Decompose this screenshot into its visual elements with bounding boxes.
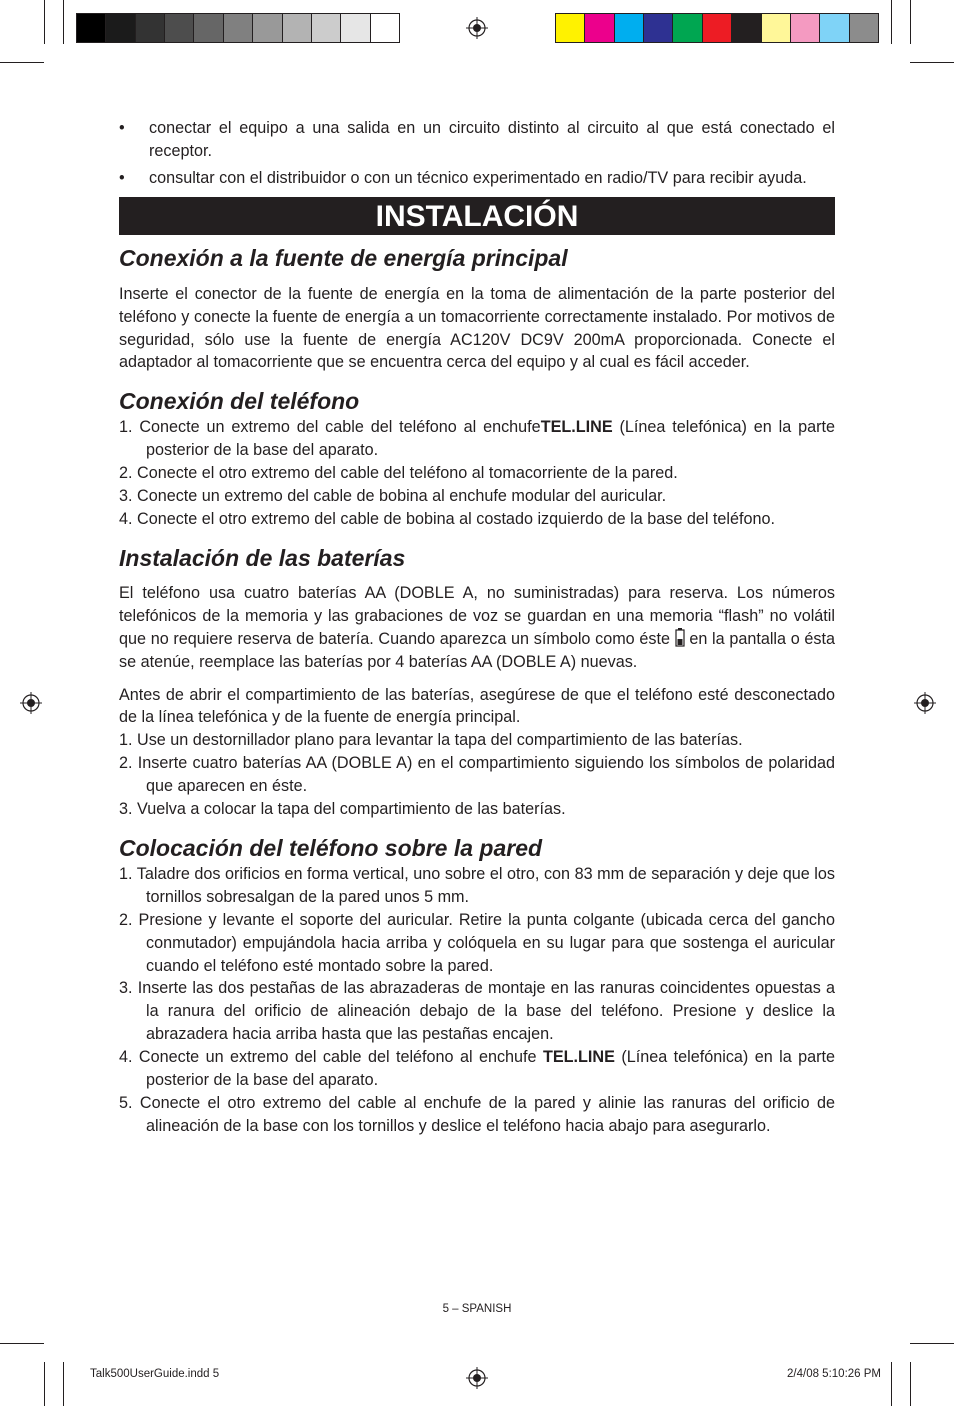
crop-mark bbox=[0, 1343, 44, 1344]
color-swatch bbox=[762, 14, 791, 42]
crop-mark bbox=[910, 62, 954, 63]
list-item bbox=[119, 416, 835, 462]
crop-mark bbox=[0, 62, 44, 63]
registration-mark-icon bbox=[466, 17, 488, 39]
registration-mark-icon bbox=[20, 692, 42, 714]
registration-mark-icon bbox=[914, 692, 936, 714]
battery-icon bbox=[675, 628, 685, 647]
list-text: (Línea telefónica) en la parte posterior de la base del aparato. bbox=[146, 1048, 835, 1090]
color-swatch bbox=[556, 14, 585, 42]
list-item: 1. Taladre dos orificios en forma vertical, uno sobre el otro, con 83 mm de separación y deje que los tornillos sobresalgan de la pared unos 5 mm. bbox=[119, 864, 835, 906]
bullet-mark: • bbox=[119, 168, 125, 187]
color-swatch bbox=[136, 14, 165, 42]
section-heading: Instalación de las baterías bbox=[119, 544, 406, 571]
list-item: 3. Vuelva a colocar la tapa del compartimiento de las baterías. bbox=[119, 800, 566, 819]
crop-mark bbox=[891, 1362, 892, 1406]
color-swatch bbox=[253, 14, 282, 42]
color-swatch bbox=[106, 14, 135, 42]
color-swatch bbox=[77, 14, 106, 42]
bullet-text: conectar el equipo a una salida en un circuito distinto al circuito al que está conectado el receptor. bbox=[149, 119, 835, 160]
color-swatch bbox=[341, 14, 370, 42]
color-swatch bbox=[732, 14, 761, 42]
page-number: 5 – SPANISH bbox=[442, 1303, 512, 1315]
color-swatch bbox=[850, 14, 878, 42]
section-heading: Conexión a la fuente de energía principal bbox=[119, 244, 568, 271]
color-swatch bbox=[644, 14, 673, 42]
color-swatch bbox=[615, 14, 644, 42]
color-swatch bbox=[283, 14, 312, 42]
paragraph: Inserte el conector de la fuente de energía en la toma de alimentación de la parte posterior del teléfono y conecte la fuente de energía a un tomacorriente correctamente instalado. Por motivos de seguridad, sólo use la fuente de energía AC120V DC9V 200mA proporcionada. Conecte el adaptador al tomacorriente que se encuentra cerca del equipo y al cual es fácil acceder. bbox=[119, 284, 835, 372]
list-item: 2. Presione y levante el soporte del auricular. Retire la punta colgante (ubicada cerca del gancho conmutador) empujándola hacia arriba y colóquela en su lugar para que sostenga el auricular cuando el teléfono esté montado sobre la pared. bbox=[119, 910, 835, 975]
section-banner: INSTALACIÓN bbox=[119, 197, 835, 235]
list-item: 5. Conecte el otro extremo del cable al enchufe de la pared y alinie las ranuras del orificio de alineación de la base con los tornillos y deslice el teléfono hacia abajo para asegurarlo. bbox=[119, 1094, 835, 1135]
paragraph-text: El teléfono usa cuatro baterías AA (DOBLE A, no suministradas) para reserva. Los números telefónicos de la memoria y las grabaciones de voz se guardan en una memoria “flash” no volátil que no requiere reserva de batería. Cuando aparezca un símbolo como éste bbox=[119, 583, 835, 648]
crop-mark bbox=[63, 0, 64, 44]
list-item: 3. Conecte un extremo del cable de bobina al enchufe modular del auricular. bbox=[119, 487, 667, 506]
color-swatch bbox=[224, 14, 253, 42]
list-text: (Línea telefónica) en la parte posterior de la base del aparato. bbox=[146, 418, 835, 460]
section-heading: Colocación del teléfono sobre la pared bbox=[119, 834, 543, 861]
list-text: 1. Conecte un extremo del cable del teléfono al enchufe bbox=[119, 418, 541, 437]
list-item: 3. Inserte las dos pestañas de las abrazaderas de montaje en las ranuras coincidentes opuestas a la ranura del orificio de alineación debajo de la base del teléfono. Presione y deslice la abrazadera hacia arriba hasta que las pestañas encajen. bbox=[119, 979, 835, 1044]
bullet-text: consultar con el distribuidor o con un técnico experimentado en radio/TV para recibir ayuda. bbox=[149, 168, 807, 187]
list-item bbox=[119, 1046, 835, 1092]
color-swatch bbox=[194, 14, 223, 42]
list-text: 4. Conecte un extremo del cable del teléfono al enchufe bbox=[119, 1048, 543, 1067]
grayscale-color-bar bbox=[76, 13, 400, 43]
list-item: 4. Conecte el otro extremo del cable de bobina al costado izquierdo de la base del teléfono. bbox=[119, 509, 776, 528]
crop-mark bbox=[44, 0, 45, 44]
bullet-mark: • bbox=[119, 119, 125, 137]
color-swatch bbox=[820, 14, 849, 42]
slug-filename: Talk500UserGuide.indd 5 bbox=[90, 1368, 220, 1380]
crop-mark bbox=[63, 1362, 64, 1406]
crop-mark bbox=[910, 1343, 954, 1344]
color-swatch bbox=[371, 14, 399, 42]
crop-mark bbox=[910, 1362, 911, 1406]
list-item bbox=[119, 167, 835, 190]
list-text-bold: TEL.LINE bbox=[542, 1048, 615, 1067]
paragraph-text: en la pantalla o ésta se atenúe, reemplace las baterías por 4 baterías AA (DOBLE A) nuevas. bbox=[119, 629, 835, 671]
list-item bbox=[119, 117, 835, 163]
color-swatch bbox=[703, 14, 732, 42]
color-swatch bbox=[791, 14, 820, 42]
color-swatch bbox=[165, 14, 194, 42]
list-item: 1. Use un destornillador plano para levantar la tapa del compartimiento de las baterías. bbox=[119, 731, 743, 750]
page-content bbox=[119, 117, 835, 1138]
registration-mark-icon bbox=[466, 1367, 488, 1389]
paragraph bbox=[119, 582, 835, 674]
color-swatch bbox=[312, 14, 341, 42]
paragraph: Antes de abrir el compartimiento de las baterías, asegúrese de que el teléfono esté desconectado de la línea telefónica y de la fuente de energía principal. bbox=[119, 685, 835, 727]
list-item: 2. Inserte cuatro baterías AA (DOBLE A) en el compartimiento siguiendo los símbolos de polaridad que aparecen en éste. bbox=[119, 754, 835, 796]
crop-mark bbox=[910, 0, 911, 44]
process-color-bar bbox=[555, 13, 879, 43]
section-heading: Conexión del teléfono bbox=[119, 388, 360, 415]
crop-mark bbox=[891, 0, 892, 44]
list-text-bold: TEL.LINE bbox=[540, 418, 613, 437]
slug-timestamp: 2/4/08 5:10:26 PM bbox=[787, 1368, 881, 1380]
list-item: 2. Conecte el otro extremo del cable del teléfono al tomacorriente de la pared. bbox=[119, 464, 678, 483]
crop-mark bbox=[44, 1362, 45, 1406]
color-swatch bbox=[585, 14, 614, 42]
color-swatch bbox=[673, 14, 702, 42]
